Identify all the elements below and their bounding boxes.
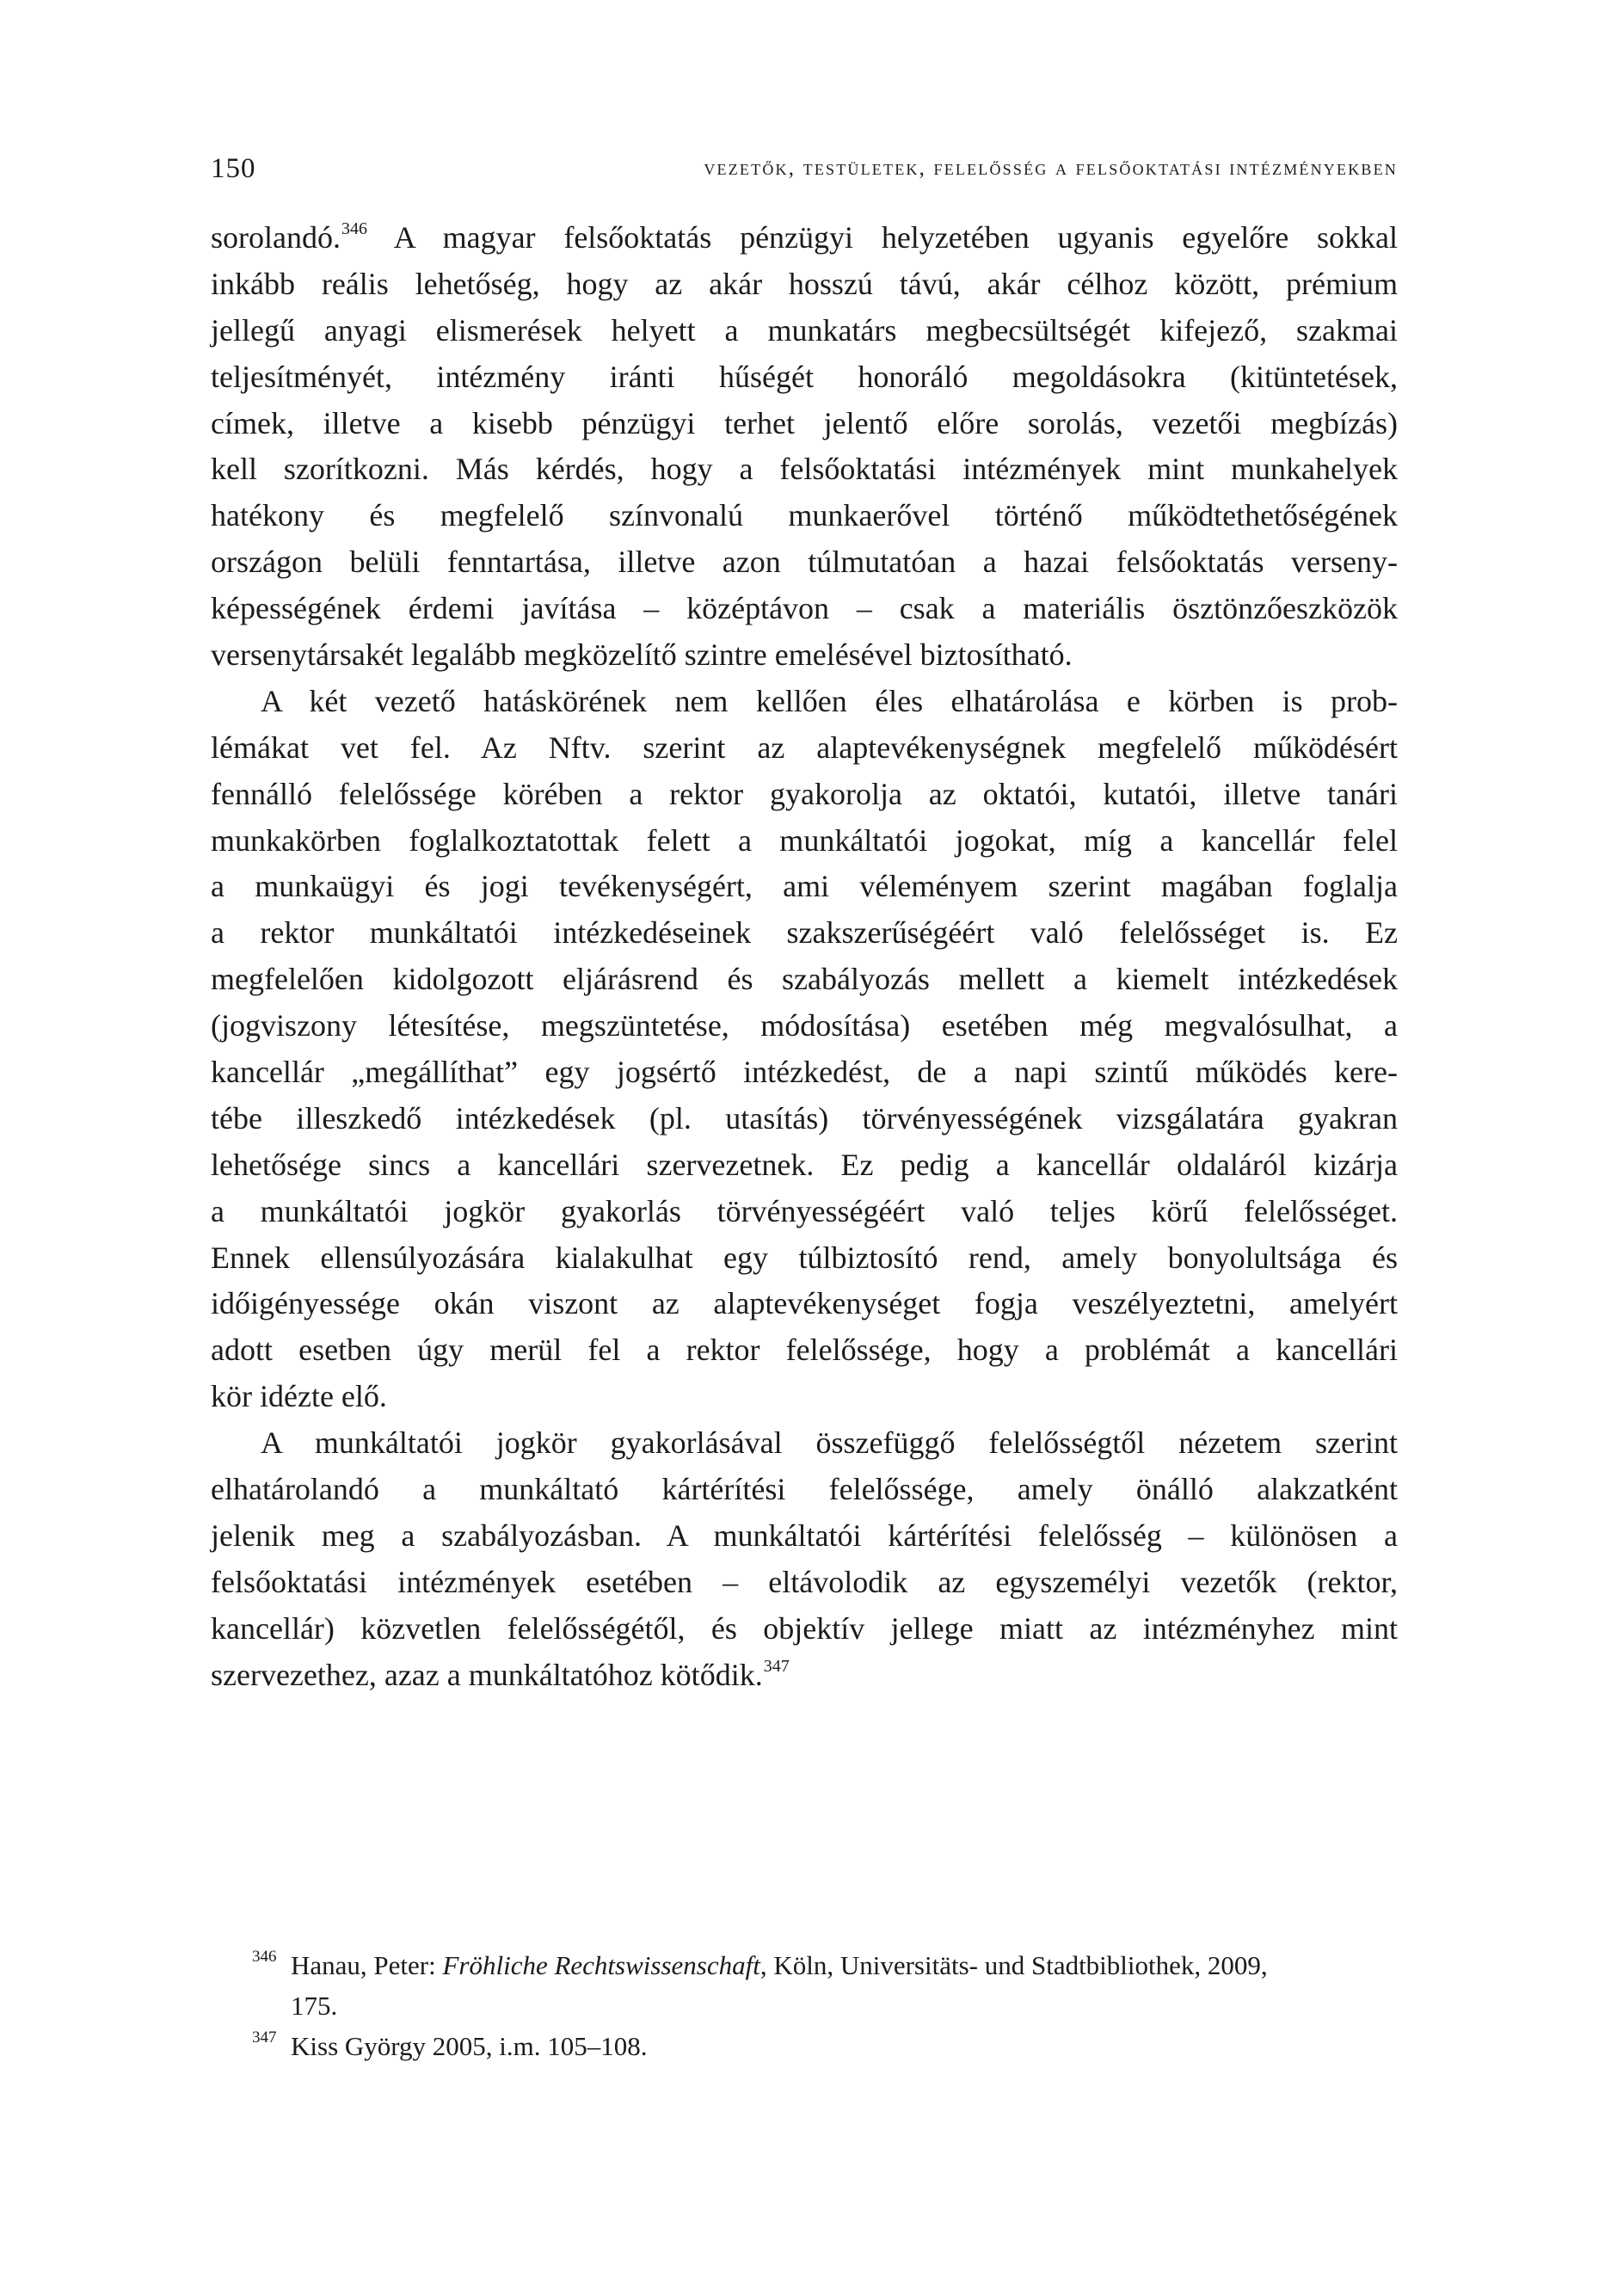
text-line: sorolandó.$^{346}$ A magyar felsőoktatás pénzügyi helyzetében ugyanis egyelőre sokkal [211, 219, 1398, 255]
footnote-line: 175. [291, 1991, 338, 2021]
text-line: jellegű anyagi elismerések helyett a munkatárs megbecsültségét kifejező, szakmai [211, 312, 1398, 348]
footnote: 347 Kiss György 2005, i.m. 105–108. [252, 2026, 1398, 2066]
text-line: képességének érdemi javítása – középtávon – csak a materiális ösztönzőeszközök [211, 591, 1398, 626]
text-line: inkább reális lehetőség, hogy az akár hosszú távú, akár célhoz között, prémium [211, 266, 1398, 301]
footnote-reference: 346 [341, 219, 367, 238]
text-line: jelenik meg a szabályozásban. A munkáltatói kártérítési felelősség – különösen a [211, 1517, 1398, 1553]
footnote-reference: 347 [763, 1656, 790, 1676]
text-line: A két vezető hatáskörének nem kellően éles elhatárolása e körben is prob- [261, 683, 1398, 718]
running-title: vezetők, testületek, felelősség a felsőoktatási intézményekben [704, 157, 1398, 180]
text-line: lehetősége sincs a kancellári szervezetnek. Ez pedig a kancellár oldaláról kizárja [211, 1147, 1398, 1182]
text-line: a munkáltatói jogkör gyakorlás törvényességéért való teljes körű felelősséget. [211, 1193, 1398, 1228]
text-line: munkakörben foglalkoztatottak felett a munkáltatói jogokat, míg a kancellár felel [211, 822, 1398, 858]
text-line: fennálló felelőssége körében a rektor gyakorolja az oktatói, kutatói, illetve tanári [211, 776, 1398, 811]
cited-title: Fröhliche Rechtswissenschaft [442, 1950, 760, 1980]
footnote: 346 Hanau, Peter: Fröhliche Rechtswissenschaft, Köln, Universitäts- und Stadtbibliothek, 2009, 175. [252, 1945, 1398, 2026]
text-line: adott esetben úgy merül fel a rektor felelőssége, hogy a problémát a kancellári [211, 1333, 1398, 1368]
text-line: kör idézte elő. [211, 1379, 387, 1414]
text-line: kell szorítkozni. Más kérdés, hogy a felsőoktatási intézmények mint munkahelyek [211, 452, 1398, 487]
paragraph [211, 1420, 1398, 1698]
text-line: A munkáltatói jogkör gyakorlásával összefüggő felelősségtől nézetem szerint [261, 1425, 1398, 1461]
footnote-line: Hanau, Peter: Fröhliche Rechtswissenschaft, Köln, Universitäts- und Stadtbibliothek, 2009, [291, 1950, 1268, 1980]
footnote-line: Kiss György 2005, i.m. 105–108. [291, 2031, 648, 2061]
text-line: lémákat vet fel. Az Nftv. szerint az alaptevékenységnek megfelelő működésért [211, 729, 1398, 765]
text-line: megfelelően kidolgozott eljárásrend és szabályozás mellett a kiemelt intézkedések [211, 962, 1398, 997]
paragraph [211, 679, 1398, 1420]
text-line: a munkaügyi és jogi tevékenységért, ami véleményem szerint magában foglalja [211, 869, 1398, 904]
text-line: hatékony és megfelelő színvonalú munkaerővel történő működtethetőségének [211, 498, 1398, 533]
running-header [211, 153, 1398, 188]
text-line: kancellár) közvetlen felelősségétől, és objektív jellege miatt az intézményhez mint [211, 1610, 1398, 1646]
text-line: országon belüli fenntartása, illetve azon túlmutatóan a hazai felsőoktatás verseny- [211, 545, 1398, 580]
text-line: a rektor munkáltatói intézkedéseinek szakszerűségéért való felelősséget is. Ez [211, 915, 1398, 951]
text-line: szervezethez, azaz a munkáltatóhoz kötődik.$^{347}$ [211, 1656, 790, 1692]
page-number: 150 [211, 153, 256, 184]
text-line: (jogviszony létesítése, megszüntetése, módosítása) esetében még megvalósulhat, a [211, 1008, 1398, 1043]
text-line: Ennek ellensúlyozására kialakulhat egy túlbiztosító rend, amely bonyolultsága és [211, 1240, 1398, 1275]
text-line: versenytársakét legalább megközelítő szintre emelésével biztosítható. [211, 637, 1073, 673]
footnotes [252, 1945, 1398, 2066]
text-line: felsőoktatási intézmények esetében – eltávolodik az egyszemélyi vezetők (rektor, [211, 1564, 1398, 1599]
text-line: címek, illetve a kisebb pénzügyi terhet jelentő előre sorolás, vezetői megbízás) [211, 405, 1398, 440]
paragraph [211, 215, 1398, 679]
text-line: elhatárolandó a munkáltató kártérítési felelőssége, amely önálló alakzatként [211, 1472, 1398, 1507]
text-line: időigényessége okán viszont az alaptevékenységet fogja veszélyeztetni, amelyért [211, 1286, 1398, 1321]
body-text [211, 215, 1398, 1699]
text-line: tébe illeszkedő intézkedések (pl. utasítás) törvényességének vizsgálatára gyakran [211, 1100, 1398, 1136]
text-line: kancellár „megállíthat” egy jogsértő intézkedést, de a napi szintű működés kere- [211, 1055, 1398, 1090]
text-line: teljesítményét, intézmény iránti hűségét honoráló megoldásokra (kitüntetések, [211, 359, 1398, 394]
